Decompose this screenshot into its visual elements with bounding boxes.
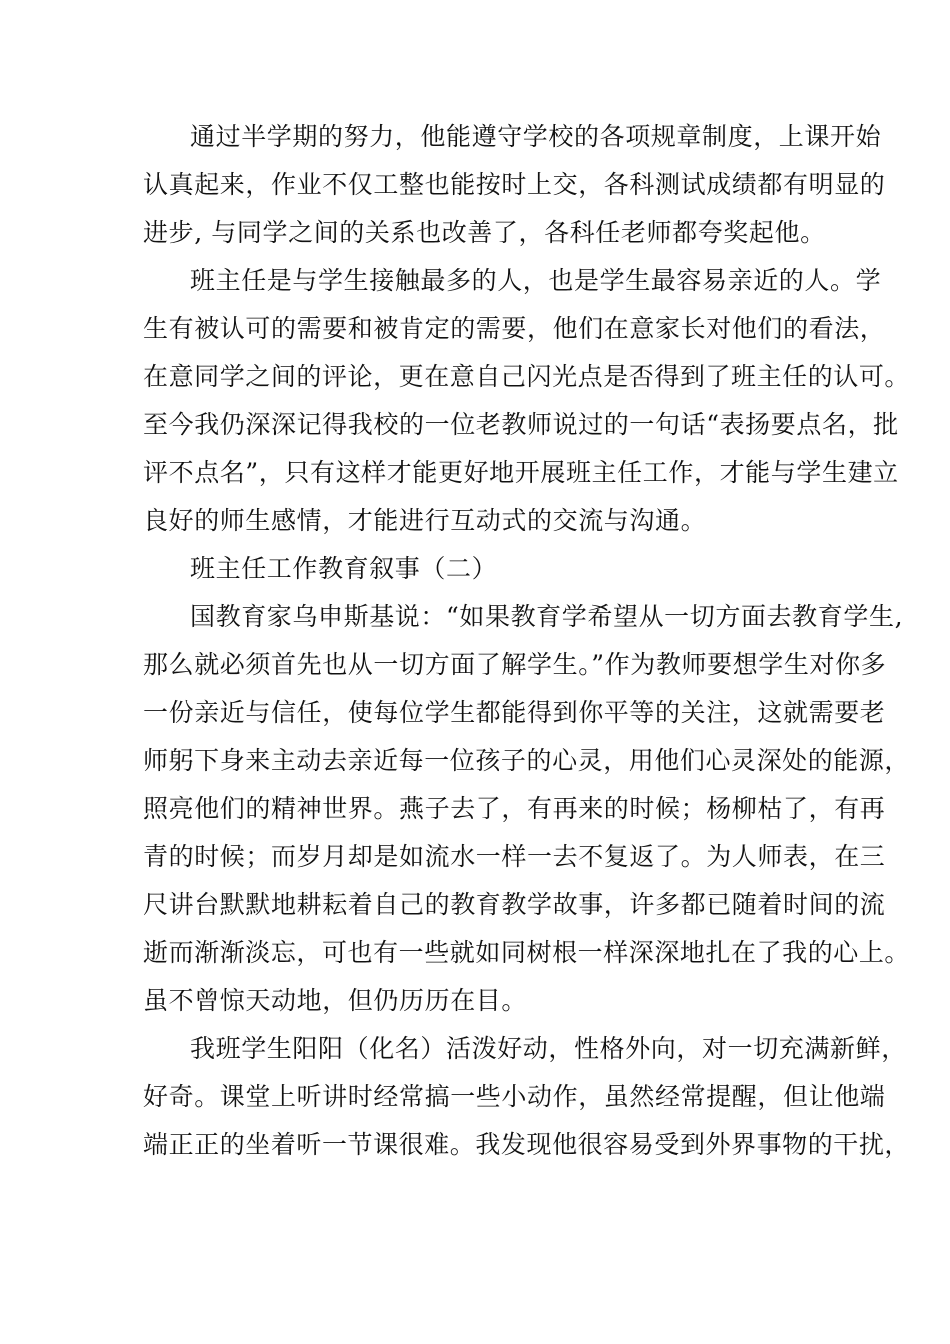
paragraph-3-line-6: 青的时候；而岁月却是如流水一样一去不复返了。为人师表，在三 [143, 842, 886, 871]
paragraph-2-line-6: 良好的师生感情，才能进行互动式的交流与沟通。 [143, 506, 707, 535]
paragraph-3-line-1: 国教育家乌申斯基说：“如果教育学希望从一切方面去教育学生, [190, 602, 904, 631]
paragraph-3-line-9: 虽不曾惊天动地，但仍历历在目。 [143, 986, 528, 1015]
paragraph-3-line-4: 师躬下身来主动去亲近每一位孩子的心灵，用他们心灵深处的能源， [143, 746, 911, 775]
paragraph-2-line-3: 在意同学之间的评论，更在意自己闪光点是否得到了班主任的认可。 [143, 362, 911, 391]
paragraph-2-line-1: 班主任是与学生接触最多的人，也是学生最容易亲近的人。学 [190, 266, 882, 295]
paragraph-4-line-3: 端正正的坐着听一节课很难。我发现他很容易受到外界事物的干扰， [143, 1130, 911, 1159]
paragraph-3-line-5: 照亮他们的精神世界。燕子去了，有再来的时候；杨柳枯了，有再 [143, 794, 886, 823]
paragraph-2-line-2: 生有被认可的需要和被肯定的需要，他们在意家长对他们的看法， [143, 314, 886, 343]
section-heading: 班主任工作教育叙事（二） [190, 554, 498, 583]
paragraph-2-line-4: 至今我仍深深记得我校的一位老教师说过的一句话“表扬要点名，批 [143, 410, 899, 439]
paragraph-1-line-1: 通过半学期的努力，他能遵守学校的各项规章制度，上课开始 [190, 122, 882, 151]
paragraph-3-line-2: 那么就必须首先也从一切方面了解学生。”作为教师要想学生对你多 [143, 650, 887, 679]
paragraph-3-line-3: 一份亲近与信任，使每位学生都能得到你平等的关注，这就需要老 [143, 698, 886, 727]
paragraph-4-line-1: 我班学生阳阳（化名）活泼好动，性格外向，对一切充满新鲜， [190, 1034, 907, 1063]
paragraph-2-line-5: 评不点名”，只有这样才能更好地开展班主任工作，才能与学生建立 [143, 458, 899, 487]
paragraph-1-line-3: 进步, 与同学之间的关系也改善了，各科任老师都夸奖起他。 [143, 218, 826, 247]
paragraph-4-line-2: 好奇。课堂上听讲时经常搞一些小动作，虽然经常提醒，但让他端 [143, 1082, 886, 1111]
paragraph-3-line-7: 尺讲台默默地耕耘着自己的教育教学故事，许多都已随着时间的流 [143, 890, 886, 919]
paragraph-3-line-8: 逝而渐渐淡忘，可也有一些就如同树根一样深深地扎在了我的心上。 [143, 938, 911, 967]
paragraph-1-line-2: 认真起来，作业不仅工整也能按时上交，各科测试成绩都有明显的 [143, 170, 886, 199]
